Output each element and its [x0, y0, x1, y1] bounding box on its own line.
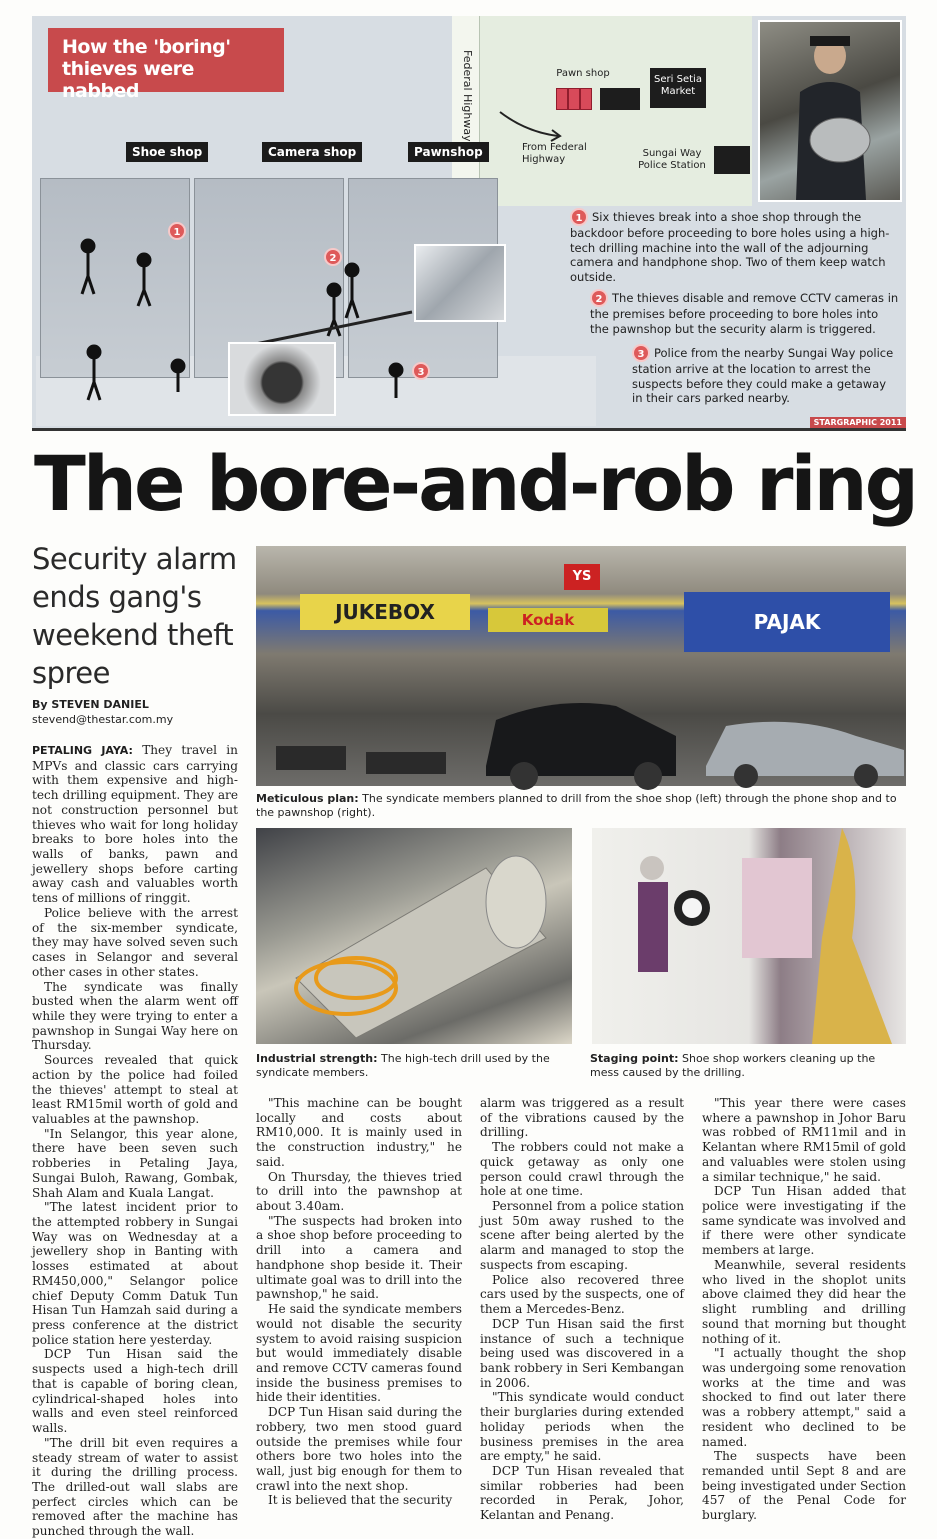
paragraph-text: They travel in MPVs and classic cars carrying with them expensive and high-tech drilling equipment. They are not construction personnel but thieves who wait for long holiday breaks to bore holes into the walls of banks, pawn and jewellery shops before carting away cash and valuables worth tens of millions of ringgit.: [32, 743, 238, 906]
caption-label: Industrial strength:: [256, 1052, 378, 1065]
article-paragraph: It is believed that the security: [268, 1493, 453, 1508]
article-paragraph: The suspects have been remanded until Sept 8 and are being investigated under Section 457 of the Penal Code for burglary.: [702, 1449, 906, 1523]
step-badge: 1: [570, 208, 588, 226]
step-text: Police from the nearby Sungai Way police station arrive at the location to arrest the suspects before they could make a getaway in their cars parked nearby.: [632, 346, 894, 405]
step-2-text: [590, 289, 900, 336]
market-block: Seri Setia Market: [650, 68, 706, 108]
drill-photo-caption: [256, 1052, 572, 1080]
drill-machine-icon: [256, 828, 572, 1044]
article-column-2: [256, 1096, 462, 1508]
article-paragraph: "This syndicate would conduct their burglaries during extended holiday periods when the business premises in the area are empty," he said.: [480, 1390, 684, 1464]
jewellery-inset-photo: [414, 244, 506, 322]
shop-workers-icon: [592, 828, 906, 1044]
pawn-shop-label: Pawn shop: [556, 68, 610, 79]
infographic: [32, 16, 906, 428]
shop-photo-caption: [590, 1052, 906, 1080]
from-highway-label: From Federal Highway: [522, 142, 587, 165]
police-station-label: Sungai Way Police Station: [638, 148, 706, 171]
step-badge: 3: [412, 362, 430, 380]
article-paragraph: alarm was triggered as a result of the vibrations caused by the drilling.: [480, 1096, 684, 1140]
highway-label: Federal Highway: [461, 50, 474, 142]
article-column-4: [702, 1096, 906, 1523]
article-column-1: [32, 743, 238, 1539]
caption-text: The syndicate members planned to drill from the shoe shop (left) through the phone shop and to the pawnshop (right).: [256, 792, 897, 819]
article-paragraph: DCP Tun Hisan added that police were investigating if the same syndicate was involved and if there were other syndicate members at large.: [702, 1184, 906, 1258]
pajak-sign: PAJAK: [684, 592, 890, 652]
step-badge: 2: [590, 289, 608, 307]
article-paragraph: [32, 743, 238, 906]
caption-text: Shoe shop workers cleaning up the mess caused by the drilling.: [590, 1052, 876, 1079]
article-paragraph: DCP Tun Hisan revealed that similar robberies had been recorded in Perak, Johor, Kelantan and Penang.: [480, 1463, 684, 1523]
caption-label: Meticulous plan:: [256, 792, 359, 805]
author-email: stevend@thestar.com.my: [32, 713, 174, 726]
article-paragraph: "The latest incident prior to the attempted robbery in Sungai Way was on Wednesday at a jewellery shop in Banting with losses estimated at about RM450,000," Selangor police chief Deputy Comm Datuk Tun Hisan Tun Hamzah said during a press conference at the district police station here yesterday.: [32, 1200, 238, 1347]
step-text: The thieves disable and remove CCTV cameras in the premises before proceeding to bore holes into the pawnshop but the security alarm is triggered.: [590, 291, 899, 336]
drilled-hole-inset-photo: [228, 342, 336, 416]
cars-motorcycles-icon: [256, 676, 906, 786]
article-paragraph: DCP Tun Hisan said the first instance of such a technique being used was discovered in a bank robbery in Seri Kembangan in 2006.: [480, 1316, 684, 1390]
caption-text: The high-tech drill used by the syndicate members.: [256, 1052, 550, 1079]
step-badge: 1: [168, 222, 186, 240]
map-shop-block: [580, 88, 592, 110]
shoe-shop-label: Shoe shop: [126, 142, 208, 162]
step-badge: 2: [324, 248, 342, 266]
drill-photo: [256, 828, 572, 1044]
caption-label: Staging point:: [590, 1052, 679, 1065]
police-station-block: [714, 146, 750, 174]
map-block: [600, 88, 640, 110]
article-paragraph: "The drill bit even requires a steady stream of water to assist it during the drilling process. The drilled-out wall slabs are perfect circles which can be removed after the machine has punched through the wall.: [32, 1435, 238, 1539]
headline: The bore-and-rob ring: [34, 439, 917, 528]
kodak-sign: Kodak: [488, 608, 608, 632]
jukebox-sign: JUKEBOX: [300, 594, 470, 630]
shoe-shop-photo: [592, 828, 906, 1044]
article-paragraph: DCP Tun Hisan said during the robbery, two men stood guard outside the premises while four others bore two holes into the wall, just big enough for them to crawl into the next shop.: [256, 1405, 462, 1493]
ys-sign: YS: [564, 564, 600, 590]
article-paragraph: "I actually thought the shop was undergoing some renovation works at the time and was shocked to find out later there was a robbery attempt," said a resident who declined to be named.: [702, 1346, 906, 1449]
street-photo-caption: [256, 792, 906, 820]
street-photo: [256, 546, 906, 786]
police-officer-icon: [760, 22, 900, 200]
subheadline: Security alarm ends gang's weekend theft spree: [32, 542, 237, 690]
pawnshop-label: Pawnshop: [408, 142, 489, 162]
step-text: Six thieves break into a shoe shop through the backdoor before proceeding to bore holes using a high-tech drilling machine into the wall of the adjourning camera and handphone shop. Two of them keep watch outside.: [570, 210, 890, 284]
step-badge: 3: [632, 344, 650, 362]
article-paragraph: Police also recovered three cars used by the suspects, one of them a Mercedes-Benz.: [480, 1272, 684, 1317]
camera-shop-label: Camera shop: [262, 142, 362, 162]
article-paragraph: "The suspects had broken into a shoe shop before proceeding to drill into a camera and handphone shop beside it. Their ultimate goal was to drill into the pawnshop," he said.: [256, 1213, 462, 1302]
graphic-credit: STARGRAPHIC 2011: [810, 417, 906, 428]
article-paragraph: Police believe with the arrest of the six-member syndicate, they may have solved seven such cases in Selangor and several other cases in other states.: [32, 905, 238, 979]
article-paragraph: Personnel from a police station just 50m away rushed to the scene after being alerted by the alarm and managed to stop the suspects from escaping.: [480, 1199, 684, 1272]
police-photo: [758, 20, 902, 202]
step-1-text: [570, 208, 900, 284]
article-paragraph: Sources revealed that quick action by the police had foiled the thieves' attempt to steal at least RM15mil worth of gold and valuables at the pawnshop.: [32, 1053, 238, 1126]
article-paragraph: The robbers could not make a quick getaway as only one person could crawl through the hole at one time.: [480, 1140, 684, 1199]
article-paragraph: On Thursday, the thieves tried to drill into the pawnshop at about 3.40am.: [256, 1169, 462, 1214]
byline: By STEVEN DANIEL: [32, 698, 149, 711]
infographic-title: How the 'boring' thieves were nabbed: [48, 28, 284, 92]
article-paragraph: "This machine can be bought locally and costs about RM10,000. It is mainly used in the construction industry," he said.: [256, 1096, 462, 1169]
divider-rule: [32, 428, 906, 431]
article-paragraph: Meanwhile, several residents who lived in the shoplot units above claimed they did hear the slight rumbling and drilling sound that morning but thought nothing of it.: [702, 1257, 906, 1346]
article-column-3: [480, 1096, 684, 1523]
dateline: PETALING JAYA:: [32, 744, 133, 757]
article-paragraph: "This year there were cases where a pawnshop in Johor Baru was robbed of RM11mil and in Kelantan where RM15mil of gold and valuables were stolen using a similar technique," he said.: [702, 1096, 906, 1184]
article-paragraph: He said the syndicate members would not disable the security system to avoid raising suspicion but would immediately disable and remove CCTV cameras found inside the business premises to hide their identities.: [256, 1302, 462, 1405]
step-3-text: [632, 344, 900, 406]
article-paragraph: The syndicate was finally busted when the alarm went off while they were trying to enter a pawnshop in Sungai Way here on Thursday.: [32, 979, 238, 1053]
map-shop-block: [568, 88, 580, 110]
article-paragraph: "In Selangor, this year alone, there have been seven such robberies in Petaling Jaya, Sungai Buloh, Rawang, Gombak, Shah Alam and Kuala Langat.: [32, 1126, 238, 1200]
article-paragraph: DCP Tun Hisan said the suspects used a high-tech drill that is capable of boring clean, cylindrical-shaped holes into walls and even steel reinforced walls.: [32, 1347, 238, 1436]
